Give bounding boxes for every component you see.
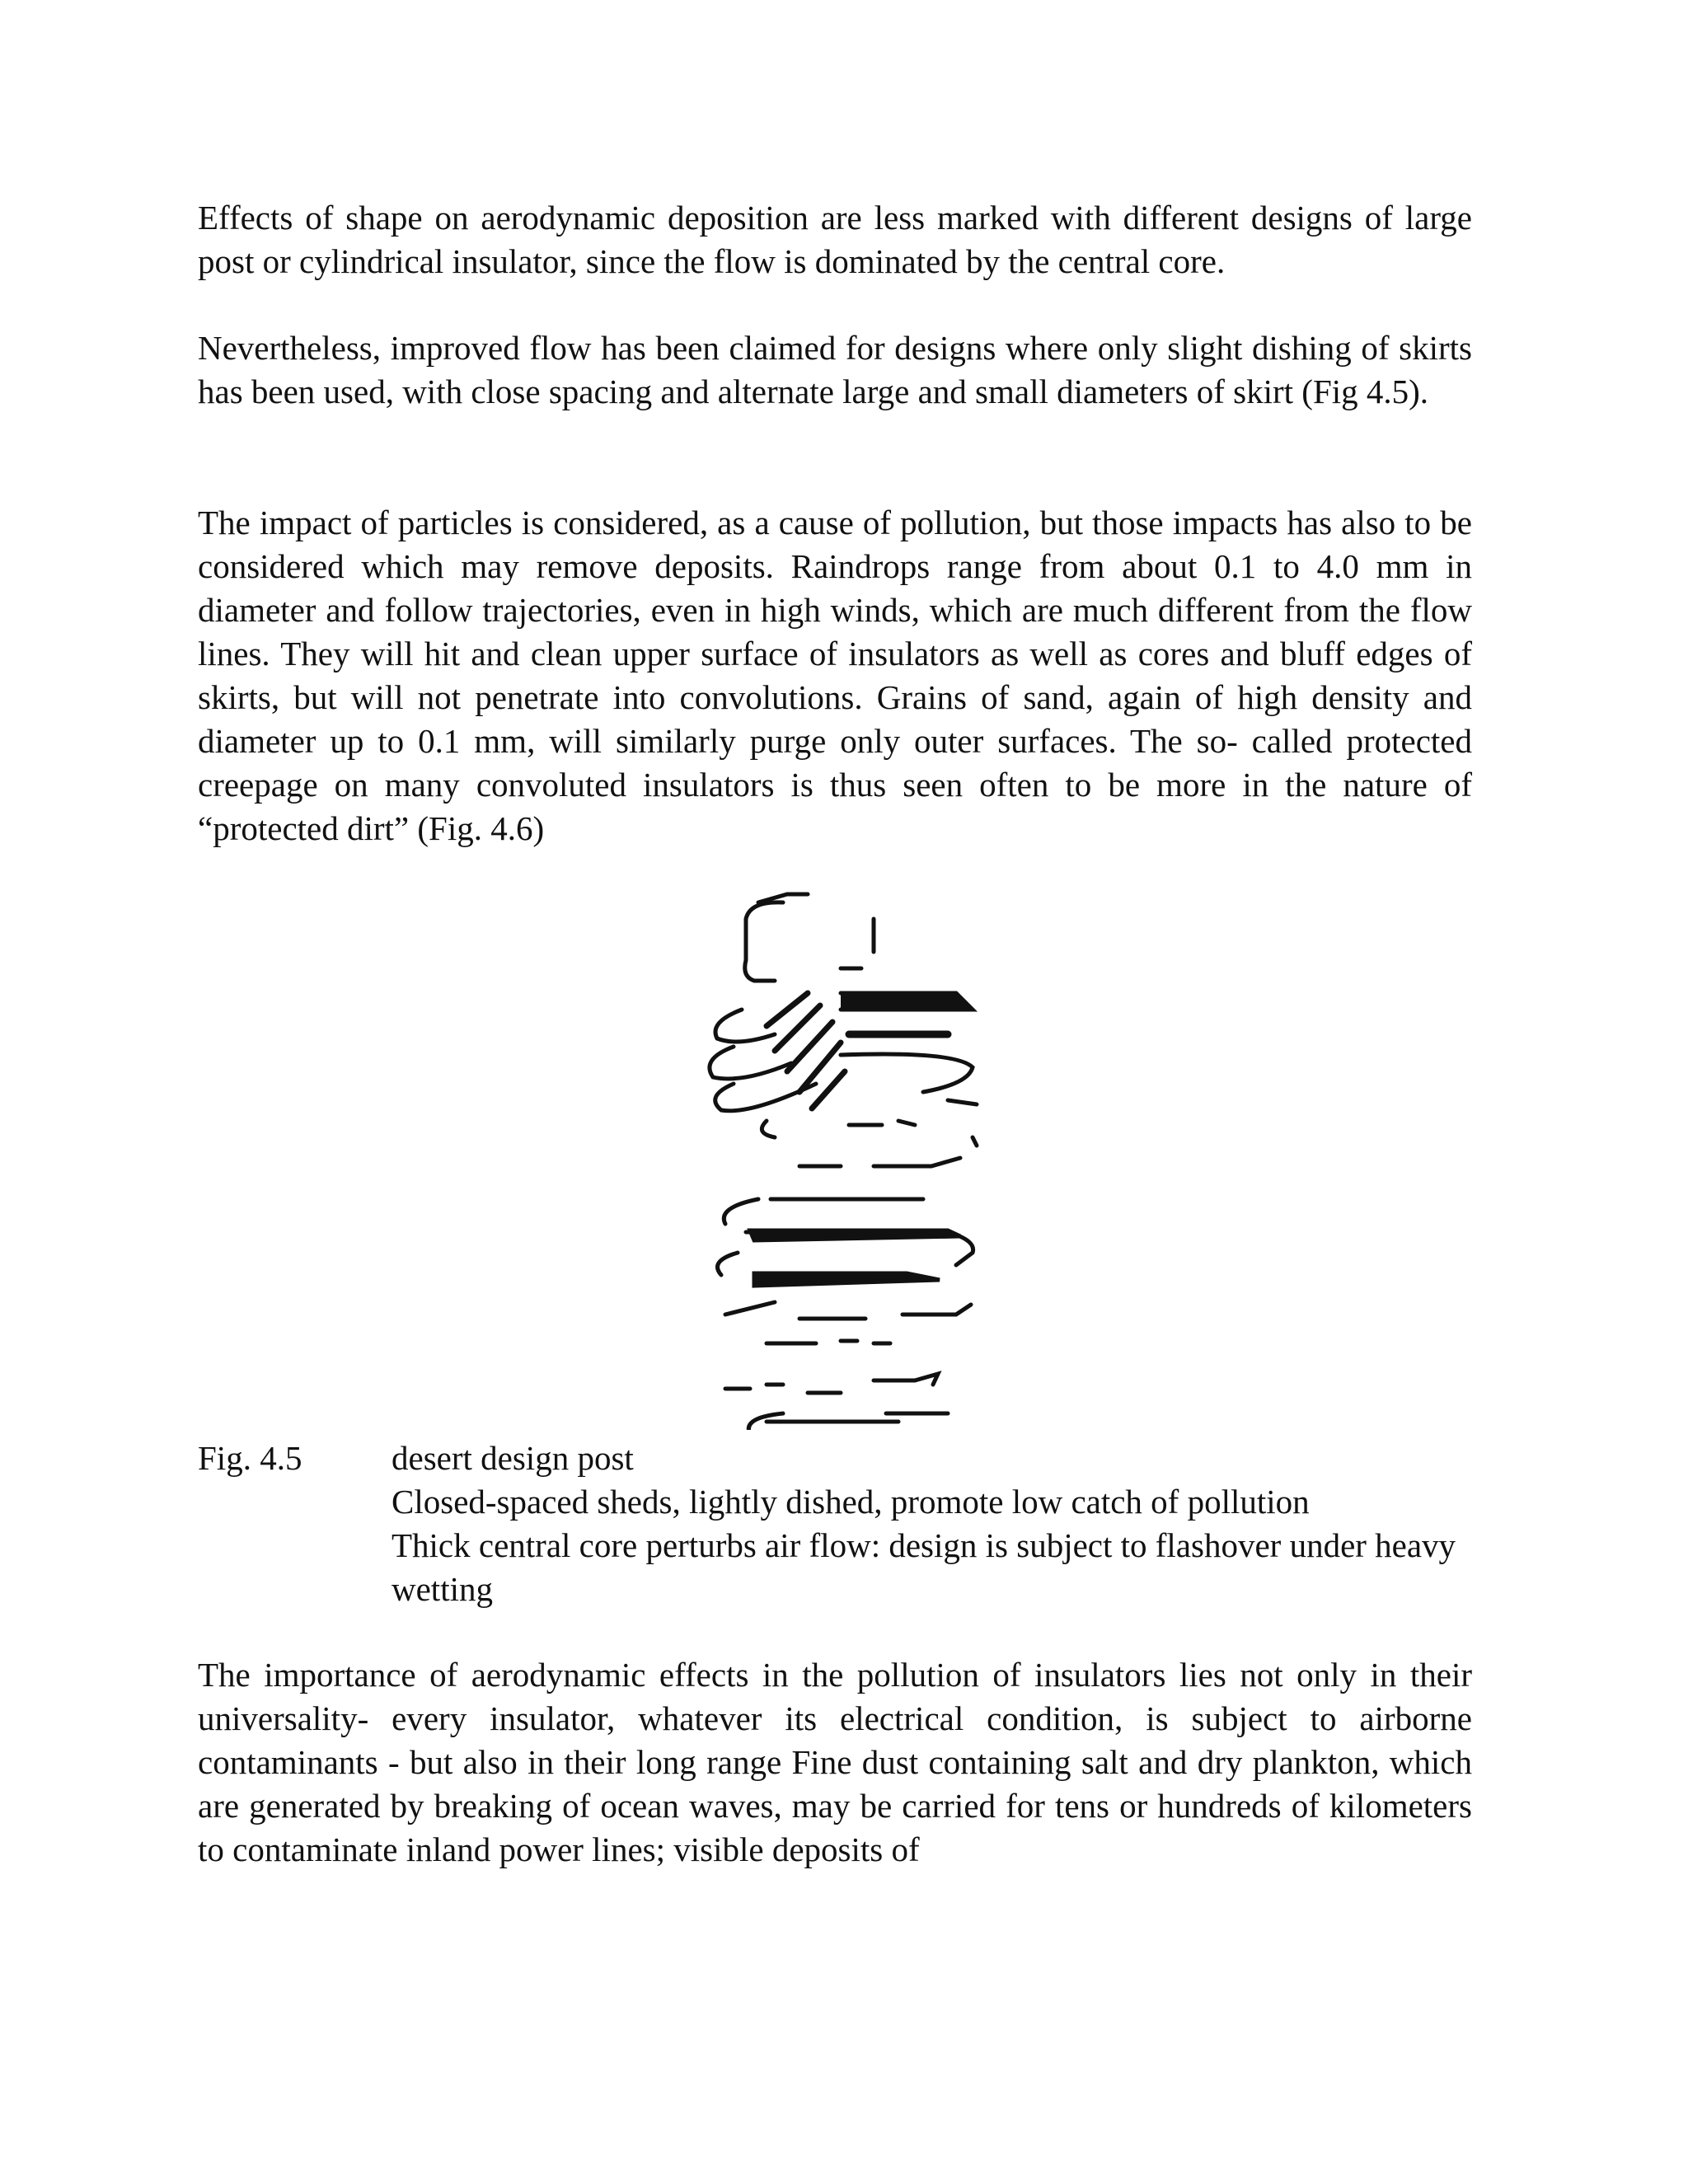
figure-caption-text xyxy=(392,1436,1472,1611)
caption-line-core: Thick central core perturbs air flow: design is subject to flashover under heavy wetting xyxy=(392,1526,1456,1608)
figure-label: Fig. 4.5 xyxy=(198,1439,302,1477)
paragraph-shape-effects: Effects of shape on aerodynamic deposition are less marked with different designs of large post or cylindrical insulator, since the flow is dominated by the central core. xyxy=(198,199,1472,280)
paragraph-aerodynamic-importance: The importance of aerodynamic effects in the pollution of insulators lies not only in their universality- every insulator, whatever its electrical condition, is subject to airborne contaminants - but also in their long range Fine dust containing salt and dry plankton, which are generated by breaking of ocean waves, may be carried for tens or hundreds of kilometers to contaminate inland power lines; visible deposits of xyxy=(198,1656,1472,1868)
paragraph-improved-flow: Nevertheless, improved flow has been claimed for designs where only slight dishing of skirts has been used, with close spacing and alternate large and small diameters of skirt (Fig 4.5). xyxy=(198,329,1472,410)
insulator-figure xyxy=(676,886,989,1430)
caption-line-title: desert design post xyxy=(392,1439,634,1477)
paragraph-particle-impact: The impact of particles is considered, as a cause of pollution, but those impacts has also to be considered which may remove deposits. Raindrops range from about 0.1 to 4.0 mm in diameter and follow trajectories, even in high winds, which are much different from the flow lines. They will hit and clean upper surface of insulators as well as cores and bluff edges of skirts, but will not penetrate into convolutions. Grains of sand, again of high density and diameter up to 0.1 mm, will similarly purge only outer surfaces. The so- called protected creepage on many convoluted insulators is thus seen often to be more in the nature of “protected dirt” (Fig. 4.6) xyxy=(198,504,1472,847)
caption-line-sheds: Closed-spaced sheds, lightly dished, promote low catch of pollution xyxy=(392,1483,1310,1521)
desert-post-insulator-drawing xyxy=(676,886,989,1430)
